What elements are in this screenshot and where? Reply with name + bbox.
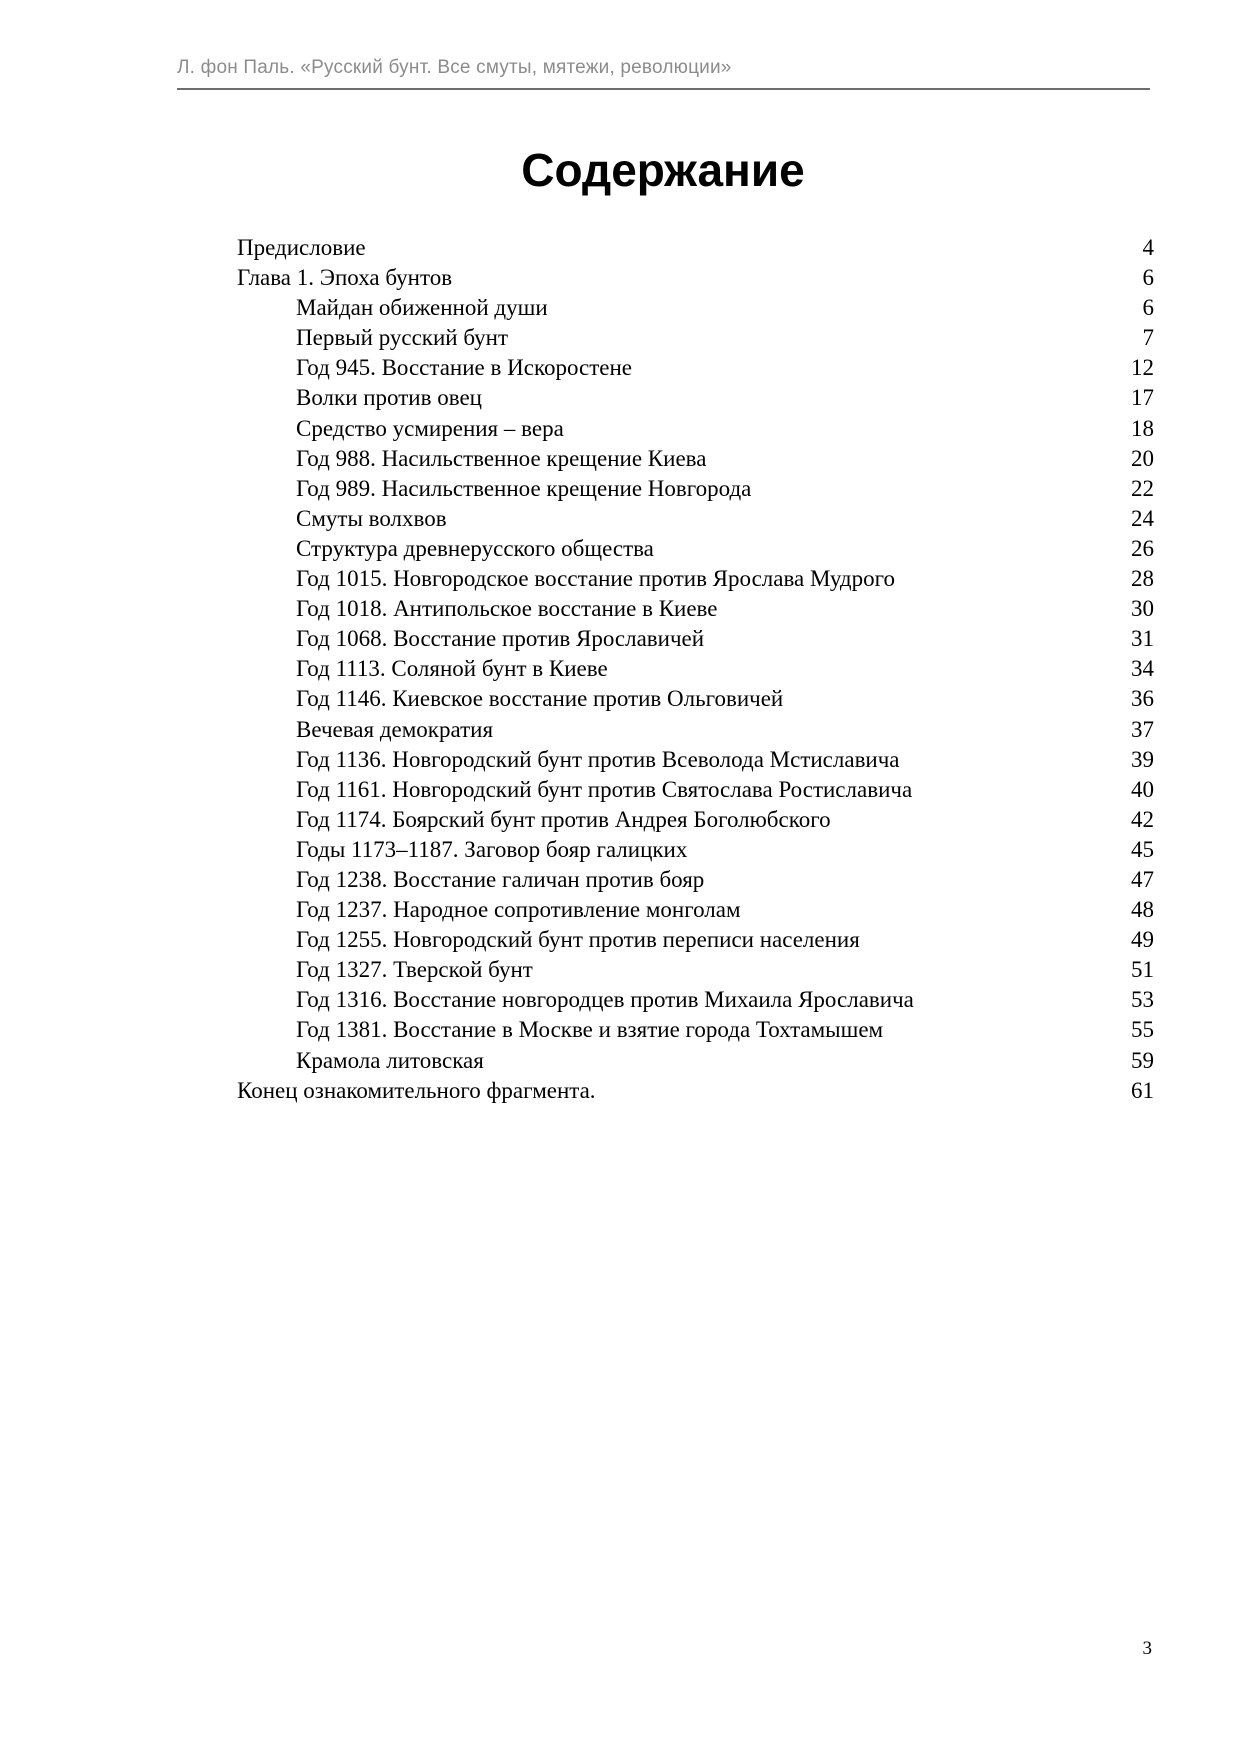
toc-entry-page: 24 bbox=[1131, 505, 1154, 531]
toc-entry-page: 51 bbox=[1131, 957, 1154, 983]
toc-entry[interactable] bbox=[237, 715, 1154, 745]
toc-entry-page: 7 bbox=[1142, 325, 1154, 351]
toc-entry[interactable] bbox=[237, 233, 1154, 263]
toc-entry-page: 20 bbox=[1131, 445, 1154, 471]
toc-entry-title: Год 1381. Восстание в Москве и взятие города Тохтамышем bbox=[296, 1017, 884, 1043]
toc-entry[interactable] bbox=[237, 1076, 1154, 1106]
toc-entry[interactable] bbox=[237, 955, 1154, 985]
toc-entry-title: Крамола литовская bbox=[296, 1047, 484, 1073]
toc-entry[interactable] bbox=[237, 684, 1154, 714]
toc-entry-page: 34 bbox=[1131, 656, 1154, 682]
toc-entry-title: Смуты волхвов bbox=[296, 505, 447, 531]
toc-entry-page: 12 bbox=[1131, 355, 1154, 381]
toc-entry-title: Год 1237. Народное сопротивление монголам bbox=[296, 897, 741, 923]
toc-entry[interactable] bbox=[237, 414, 1154, 444]
toc-entry-title: Вечевая демократия bbox=[296, 716, 494, 742]
toc-entry-page: 37 bbox=[1131, 716, 1154, 742]
toc-entry-page: 47 bbox=[1131, 866, 1154, 892]
toc-entry[interactable] bbox=[237, 534, 1154, 564]
toc-entry-page: 40 bbox=[1131, 776, 1154, 802]
toc-entry[interactable] bbox=[237, 474, 1154, 504]
toc-entry[interactable] bbox=[237, 805, 1154, 835]
toc-entry-title: Глава 1. Эпоха бунтов bbox=[237, 265, 453, 291]
toc-entry-page: 18 bbox=[1131, 415, 1154, 441]
toc-entry-title: Год 1068. Восстание против Ярославичей bbox=[296, 626, 705, 652]
toc-entry-title: Конец ознакомительного фрагмента. bbox=[237, 1077, 596, 1103]
toc-entry-page: 49 bbox=[1131, 927, 1154, 953]
toc-entry-title: Годы 1173–1187. Заговор бояр галицких bbox=[296, 836, 688, 862]
toc-entry[interactable] bbox=[237, 775, 1154, 805]
toc-entry[interactable] bbox=[237, 353, 1154, 383]
toc-entry[interactable] bbox=[237, 865, 1154, 895]
toc-entry-page: 48 bbox=[1131, 897, 1154, 923]
toc-entry-page: 39 bbox=[1131, 746, 1154, 772]
toc-entry-title: Год 1015. Новгородское восстание против Ярослава Мудрого bbox=[296, 566, 895, 592]
toc-entry-page: 28 bbox=[1131, 566, 1154, 592]
toc-entry-title: Волки против овец bbox=[296, 385, 482, 411]
toc-entry-title: Первый русский бунт bbox=[296, 325, 509, 351]
toc-entry-page: 45 bbox=[1131, 836, 1154, 862]
toc-entry-page: 61 bbox=[1131, 1077, 1154, 1103]
toc-entry-page: 36 bbox=[1131, 686, 1154, 712]
toc-entry-page: 26 bbox=[1131, 535, 1154, 561]
toc-entry[interactable] bbox=[237, 985, 1154, 1015]
toc-entry-page: 22 bbox=[1131, 475, 1154, 501]
toc-entry-title: Структура древнерусского общества bbox=[296, 535, 654, 561]
toc-entry-title: Год 945. Восстание в Искоростене bbox=[296, 355, 633, 381]
toc-entry-title: Год 1136. Новгородский бунт против Всеволода Мстиславича bbox=[296, 746, 900, 772]
toc-entry[interactable] bbox=[237, 594, 1154, 624]
toc-entry-title: Год 1113. Соляной бунт в Киеве bbox=[296, 656, 608, 682]
toc-entry[interactable] bbox=[237, 654, 1154, 684]
toc-entry[interactable] bbox=[237, 835, 1154, 865]
toc-entry[interactable] bbox=[237, 1046, 1154, 1076]
toc-entry-page: 6 bbox=[1142, 265, 1154, 291]
toc-entry-page: 17 bbox=[1131, 385, 1154, 411]
toc-entry[interactable] bbox=[237, 564, 1154, 594]
toc-entry[interactable] bbox=[237, 383, 1154, 413]
toc-entry[interactable] bbox=[237, 1015, 1154, 1045]
page-title: Содержание bbox=[521, 144, 805, 196]
toc-entry-page: 6 bbox=[1142, 295, 1154, 321]
page-number: 3 bbox=[1142, 1638, 1152, 1659]
toc-entry-page: 59 bbox=[1131, 1047, 1154, 1073]
toc-entry-page: 31 bbox=[1131, 626, 1154, 652]
header-divider bbox=[177, 88, 1150, 90]
toc-entry-title: Год 1316. Восстание новгородцев против Михаила Ярославича bbox=[296, 987, 914, 1013]
toc-entry-title: Год 1255. Новгородский бунт против переписи населения bbox=[296, 927, 860, 953]
toc-entry-title: Год 1238. Восстание галичан против бояр bbox=[296, 866, 705, 892]
toc-entry[interactable] bbox=[237, 624, 1154, 654]
running-header: Л. фон Паль. «Русский бунт. Все смуты, мятежи, революции» bbox=[177, 57, 732, 78]
toc-entry-title: Год 1161. Новгородский бунт против Святослава Ростиславича bbox=[296, 776, 913, 802]
toc-entry-title: Год 1018. Антипольское восстание в Киеве bbox=[296, 596, 718, 622]
toc-entry[interactable] bbox=[237, 745, 1154, 775]
toc-entry-title: Год 989. Насильственное крещение Новгорода bbox=[296, 475, 752, 501]
toc-entry-title: Год 988. Насильственное крещение Киева bbox=[296, 445, 707, 471]
toc-entry-title: Год 1174. Боярский бунт против Андрея Боголюбского bbox=[296, 806, 831, 832]
toc-entry[interactable] bbox=[237, 895, 1154, 925]
toc-entry[interactable] bbox=[237, 293, 1154, 323]
toc-entry[interactable] bbox=[237, 444, 1154, 474]
table-of-contents bbox=[237, 233, 1154, 1106]
toc-entry[interactable] bbox=[237, 925, 1154, 955]
toc-entry-page: 30 bbox=[1131, 596, 1154, 622]
toc-entry-page: 4 bbox=[1142, 235, 1154, 260]
toc-entry-title: Средство усмирения – вера bbox=[296, 415, 564, 441]
toc-entry-title: Предисловие bbox=[237, 235, 366, 260]
toc-entry-title: Год 1327. Тверской бунт bbox=[296, 957, 533, 983]
toc-entry[interactable] bbox=[237, 504, 1154, 534]
toc-entry[interactable] bbox=[237, 323, 1154, 353]
toc-entry-page: 42 bbox=[1131, 806, 1154, 832]
toc-entry-title: Год 1146. Киевское восстание против Ольговичей bbox=[296, 686, 784, 712]
toc-entry-page: 53 bbox=[1131, 987, 1154, 1013]
toc-entry-title: Майдан обиженной души bbox=[296, 295, 548, 321]
toc-entry[interactable] bbox=[237, 263, 1154, 293]
toc-entry-page: 55 bbox=[1131, 1017, 1154, 1043]
